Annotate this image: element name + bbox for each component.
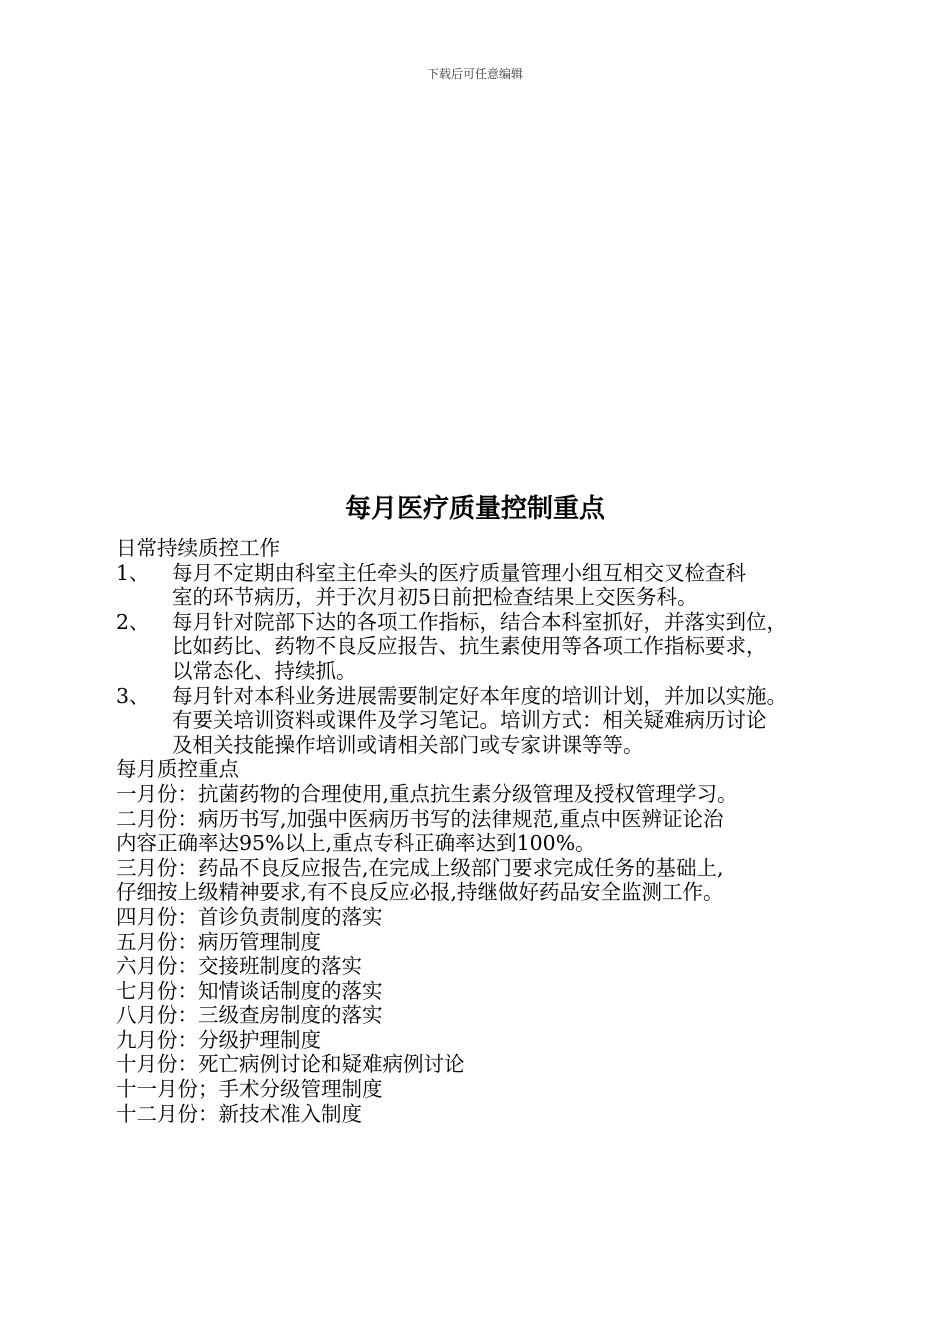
month-line: 七月份：知情谈话制度的落实 xyxy=(116,978,383,1003)
text-line: 每月针对院部下达的各项工作指标，结合本科室抓好，并落实到位， xyxy=(172,609,787,634)
month-line: 三月份：药品不良反应报告,在完成上级部门要求完成任务的基础上, xyxy=(116,855,724,880)
list-item-number: 2、 xyxy=(116,609,150,634)
month-line: 仔细按上级精神要求,有不良反应必报,持继做好药品安全监测工作。 xyxy=(116,880,724,905)
list-item xyxy=(116,610,856,684)
month-line: 十月份：死亡病例讨论和疑难病例讨论 xyxy=(116,1052,465,1077)
text-line: 每月不定期由科室主任牵头的医疗质量管理小组互相交叉检查科 xyxy=(172,560,746,585)
document-body xyxy=(116,536,856,1126)
text-line: 室的环节病历，并于次月初5日前把检查结果上交医务科。 xyxy=(172,585,698,610)
month-line: 二月份：病历书写,加强中医病历书写的法律规范,重点中医辨证论治 xyxy=(116,806,724,831)
text-line: 每月针对本科业务进展需要制定好本年度的培训计划，并加以实施。 xyxy=(172,683,787,708)
list-item-text xyxy=(172,684,856,758)
month-line: 六月份：交接班制度的落实 xyxy=(116,954,362,979)
list-item-number: 1、 xyxy=(116,560,150,585)
text-line: 以常态化、持续抓。 xyxy=(172,658,357,683)
month-line: 十一月份；手术分级管理制度 xyxy=(116,1077,383,1102)
list-item xyxy=(116,561,856,610)
text-line: 及相关技能操作培训或请相关部门或专家讲课等等。 xyxy=(172,732,644,757)
header-note: 下载后可任意编辑 xyxy=(426,67,523,81)
text-line: 有要关培训资料或课件及学习笔记。培训方式：相关疑难病历讨论 xyxy=(172,708,767,733)
section-heading-daily: 日常持续质控工作 xyxy=(116,536,280,560)
text-line: 比如药比、药物不良反应报告、抗生素使用等各项工作指标要求， xyxy=(172,634,767,659)
document-title: 每月医疗质量控制重点 xyxy=(344,494,605,524)
list-item-number: 3、 xyxy=(116,683,150,708)
list-item xyxy=(116,684,856,758)
month-line: 五月份：病历管理制度 xyxy=(116,929,321,954)
month-line: 九月份：分级护理制度 xyxy=(116,1027,321,1052)
month-line: 四月份：首诊负责制度的落实 xyxy=(116,904,383,929)
list-item-text xyxy=(172,561,856,610)
section-heading-monthly: 每月质控重点 xyxy=(116,757,239,782)
month-line: 八月份：三级查房制度的落实 xyxy=(116,1003,383,1028)
month-line: 十二月份：新技术准入制度 xyxy=(116,1101,362,1126)
list-item-text xyxy=(172,610,856,684)
month-line: 一月份：抗菌药物的合理使用,重点抗生素分级管理及授权管理学习。 xyxy=(116,781,738,806)
month-line: 内容正确率达95%以上,重点专科正确率达到100%。 xyxy=(116,831,596,856)
